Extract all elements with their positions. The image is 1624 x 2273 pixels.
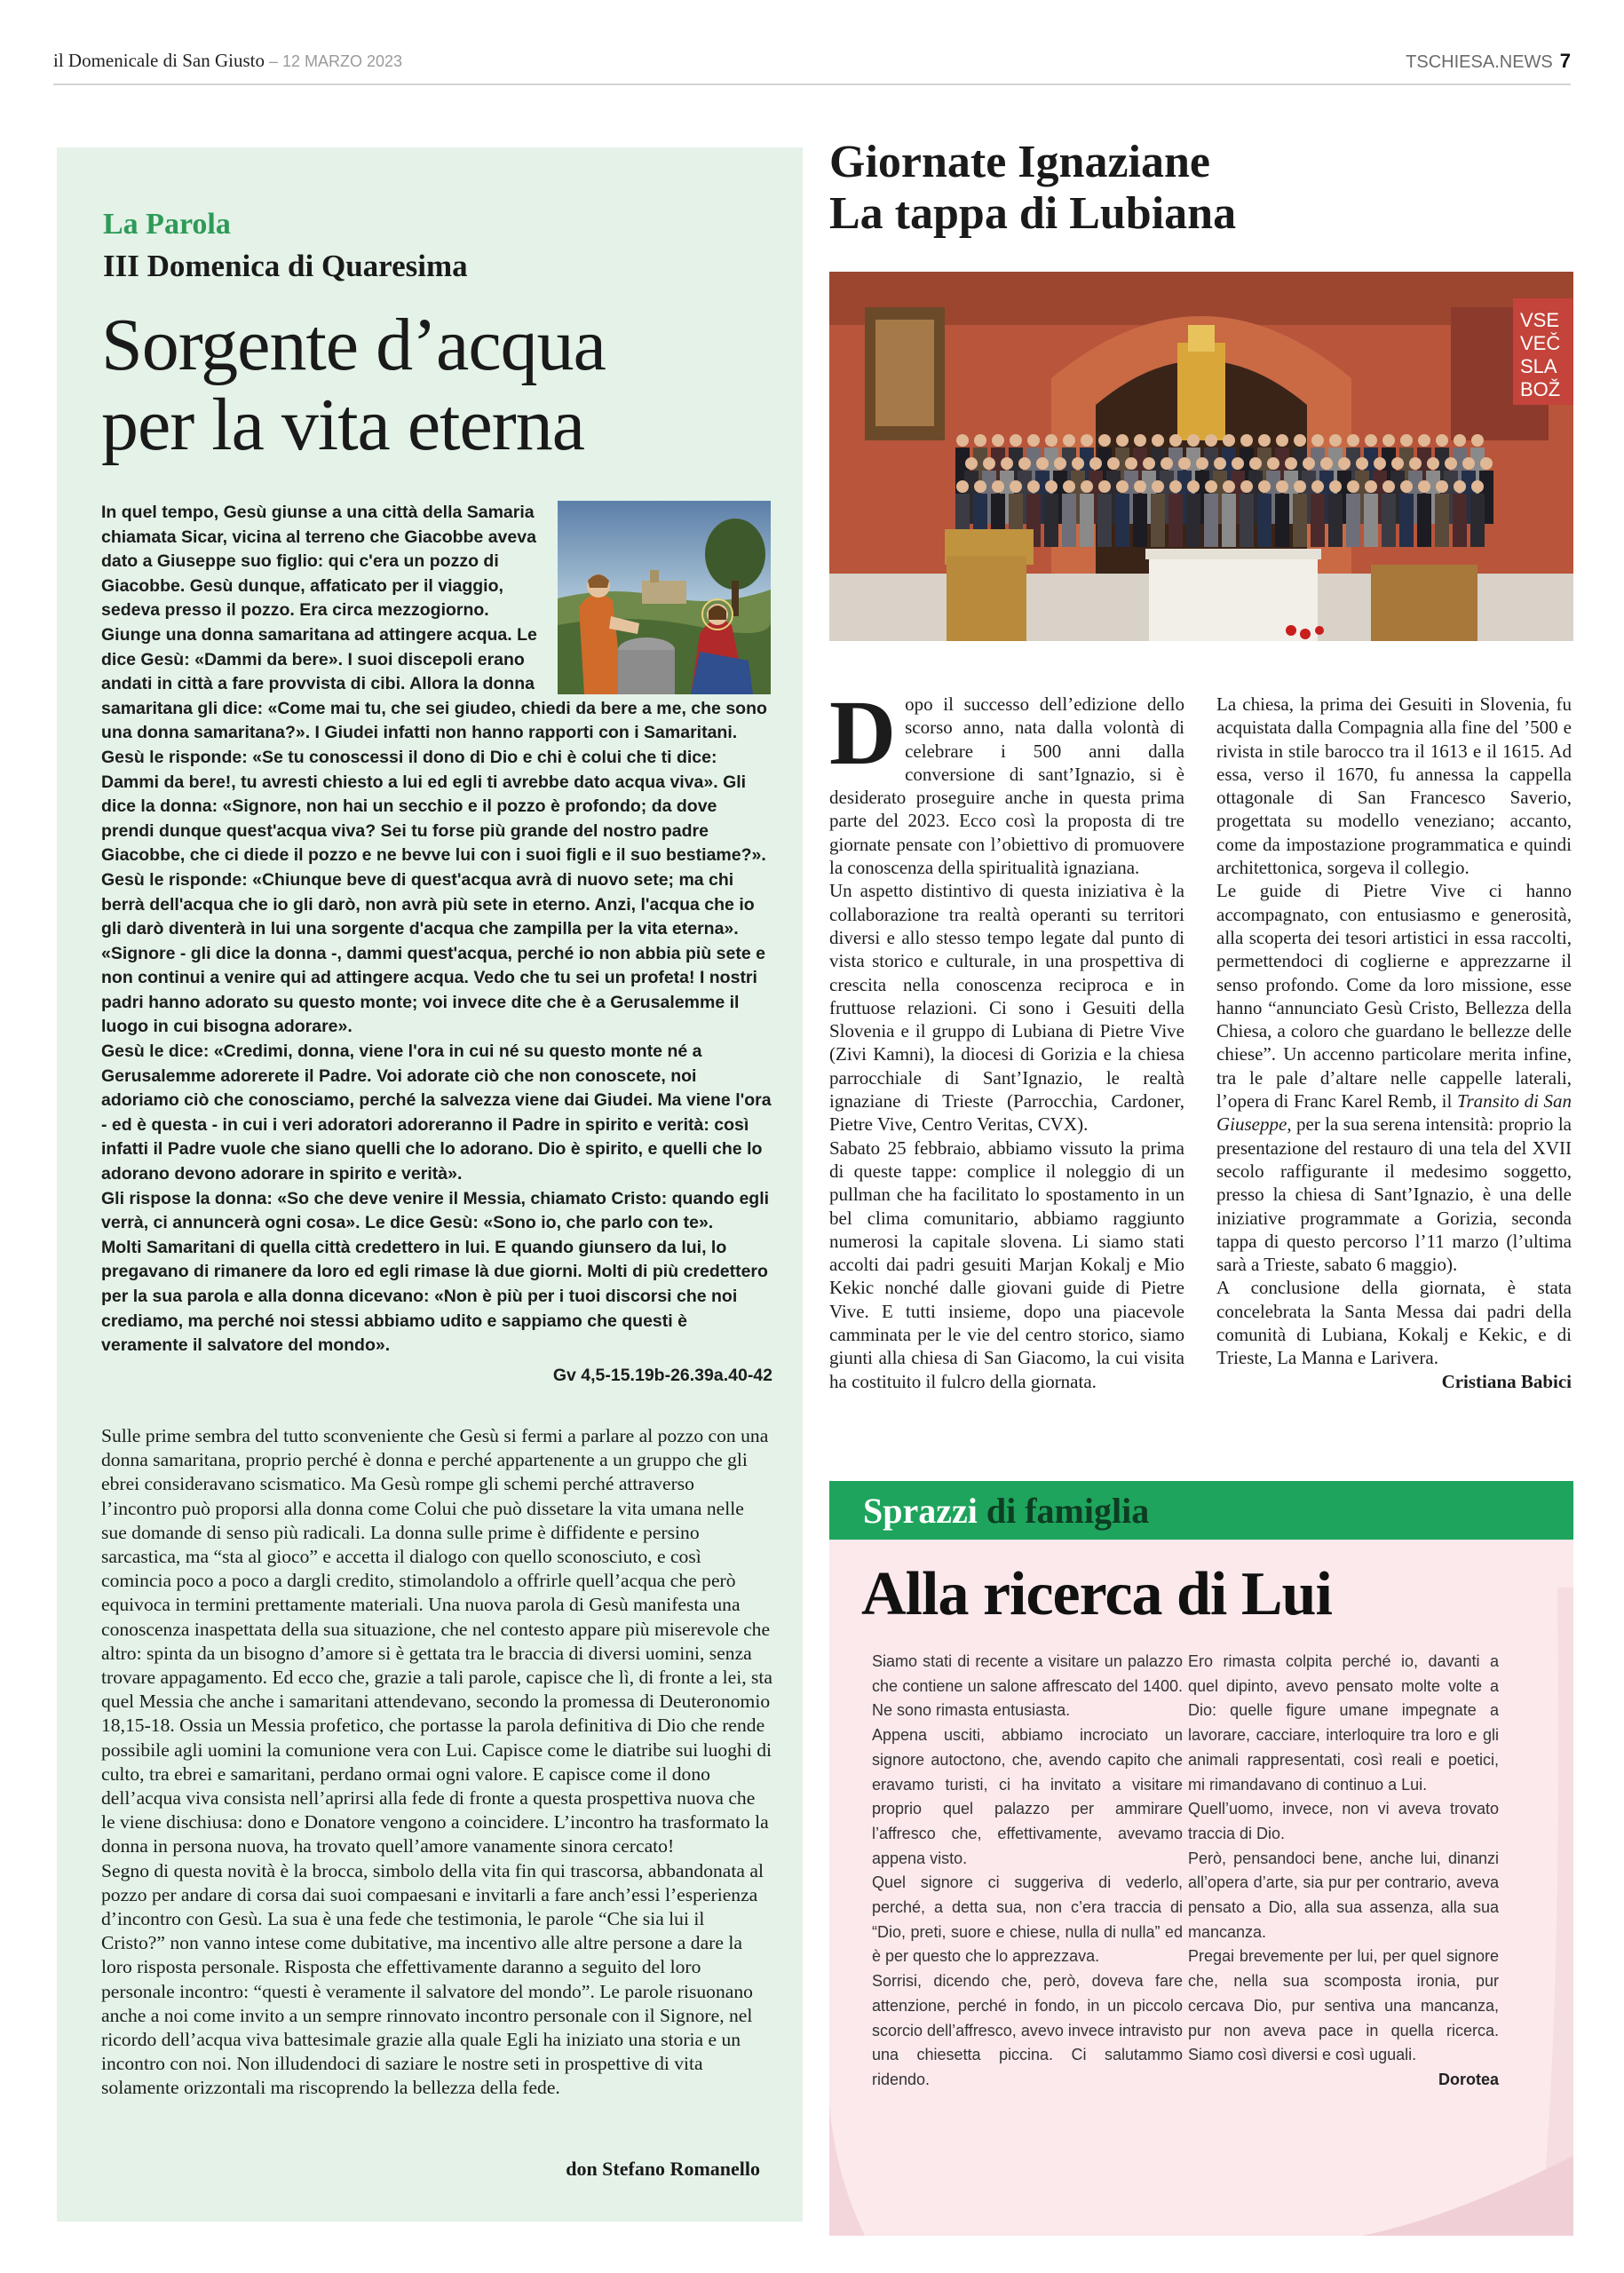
crowd-face — [1107, 457, 1120, 470]
crowd-face — [1382, 434, 1395, 447]
crowd-face — [983, 457, 995, 470]
famiglia-column-2 — [1188, 1650, 1499, 2093]
crowd-face — [1356, 457, 1368, 470]
gospel-paragraph: «Signore - gli dice la donna -, dammi quest'acqua, perché io non abbia più sete e non continui a venire qui ad attingere acqua. Vedo che tu sei un profeta! I nostri padri hanno adorato su questo monte; voi invece dite che è a Gerusalemme il luogo in cui bisogna adorare». — [101, 943, 765, 1037]
section-kicker — [863, 1490, 1149, 1532]
article-paragraph: Quel signore ci suggeriva di vederlo, perché, a detta sua, non c’era traccia di “Dio, preti, suore e chiese, nulla di nulla” ed è per questo che lo apprezzava. — [872, 1873, 1183, 1966]
crowd-face — [1205, 434, 1217, 447]
crowd-face — [1382, 480, 1395, 493]
headline-line-2: La tappa di Lubiana — [829, 188, 1237, 239]
crowd-face — [1436, 480, 1448, 493]
crowd-person — [1044, 494, 1058, 547]
crowd-face — [1063, 434, 1075, 447]
commentary-text — [101, 1424, 772, 2101]
banner-text: VEČ — [1520, 332, 1561, 354]
kicker-light: Sprazzi — [863, 1491, 978, 1531]
article-paragraph: La chiesa, la prima dei Gesuiti in Slovenia, fu acquistata dalla Compagnia alla fine del ’500 e rivista in stile barocco tra il 1613 e il 1615. Ad essa, verso il 1670, fu annessa la cappella ottagonale di San Francesco Saverio, progettata su modello veneziano; accanto, come da impostazione programmatica e quindi architettonica, sorgeva il collegio. — [1216, 693, 1572, 879]
crowd-person — [1186, 494, 1200, 547]
crowd-face — [1223, 434, 1235, 447]
gospel-paragraph: In quel tempo, Gesù giunse a una città della Samaria chiamata Sicar, vicina al terreno che Giacobbe aveva dato a Giuseppe suo figlio: qui c'era un pozzo di Giacobbe. Gesù dunque, affaticato per il viaggio, sedeva presso il pozzo. Era circa mezzogiorno. Giunge una donna samaritana ad attingere acqua. Le dice Gesù: «Dammi da bere». I suoi discepoli erano andati in città a fare provvista di cibi. Allora la donna samaritana gli dice: «Come mai tu, che sei giudeo, chiedi da bere a me, che sono una donna samaritana?». I Giudei infatti non hanno rapporti con i Samaritani. Gesù le risponde: «Se tu conoscessi il dono di Dio e chi è colui che ti dice: Dammi da bere!, tu avresti chiesto a lui ed egli ti avrebbe dato acqua viva». Gli dice la donna: «Signore, non hai un secchio e il pozzo è profondo; da dove prendi dunque quest'acqua viva? Sei tu forse più grande del nostro padre Giacobbe, che ci diede il pozzo e ne bevve lui con i suoi figli e il suo bestiame?». — [101, 503, 767, 866]
banner-text: SLA — [1520, 355, 1557, 377]
crowd-person — [1346, 494, 1360, 547]
crowd-face — [1205, 480, 1217, 493]
crowd-face — [1116, 434, 1129, 447]
crowd-face — [1187, 480, 1200, 493]
crowd-face — [1311, 480, 1324, 493]
article-paragraph: A conclusione della giornata, è stata concelebrata la Santa Messa dai padri della comunità di Lubiana, Kokalj e Kekic, e di Trieste, La Manna e Larivera. — [1216, 1277, 1572, 1369]
headline-line-1: Giornate Ignaziane — [829, 137, 1210, 187]
crowd-face — [1374, 457, 1386, 470]
crowd-person — [1240, 494, 1254, 547]
article-paragraph: Però, pensandoci bene, anche lui, dinanzi all’opera d’arte, sia pur per contrario, aveva pensato a Dio, alla sua assenza, alla sua mancanza. — [1188, 1849, 1499, 1941]
crowd-person — [1168, 494, 1183, 547]
crowd-person — [1328, 494, 1343, 547]
ignaziane-headline — [829, 137, 1575, 240]
crowd-face — [1001, 457, 1013, 470]
crowd-face — [1161, 457, 1173, 470]
paragraph-text: , per la sua serena intensità: proprio la presentazione del restauro di una tela del XVII secolo raffigurante il medesimo soggetto, presso la chiesa di Sant’Ignazio, è una delle iniziative programmate a Gorizia, seconda tappa di questo percorso l’11 marzo (l’ultima sarà a Trieste, sabato 6 maggio). — [1216, 1113, 1572, 1276]
crowd-face — [1418, 480, 1430, 493]
crowd-face — [1294, 480, 1306, 493]
crowd-face — [974, 434, 986, 447]
crowd-face — [1400, 480, 1413, 493]
famiglia-column-1 — [872, 1650, 1183, 2093]
crowd-face — [1445, 457, 1457, 470]
article-paragraph: Appena usciti, abbiamo incrociato un signore autoctono, che, avendo capito che eravamo turisti, ci ha invitato a visitare proprio quel palazzo per ammirare l’affresco che, effettivamente, avevamo appena visto. — [872, 1726, 1183, 1867]
crowd-face — [1365, 434, 1377, 447]
crowd-face — [1258, 434, 1271, 447]
crowd-face — [992, 434, 1004, 447]
gospel-paragraph: Gesù le dice: «Credimi, donna, viene l'ora in cui né su questo monte né a Gerusalemme adorerete il Padre. Voi adorate ciò che non conoscete, noi adoriamo ciò che conosciamo, perché la salvezza viene dai Giudei. Ma viene l'ora - ed è questa - in cui i veri adoratori adoreranno il Padre in spirito e verità: così infatti il Padre vuole che siano quelli che lo adorano. Dio è spirito, e quelli che lo adorano devono adorare in spirito e verità». — [101, 1041, 772, 1184]
crowd-face — [1285, 457, 1297, 470]
crowd-face — [1125, 457, 1137, 470]
crowd-person — [1222, 494, 1236, 547]
crowd-face — [1169, 434, 1182, 447]
crowd-face — [1267, 457, 1279, 470]
crowd-face — [1045, 480, 1058, 493]
crowd-person — [1257, 494, 1271, 547]
crowd-face — [1116, 480, 1129, 493]
crowd-face — [1347, 434, 1359, 447]
crowd-face — [1134, 480, 1146, 493]
gospel-reference: Gv 4,5-15.19b-26.39a.40-42 — [552, 1365, 772, 1385]
gospel-text — [101, 501, 772, 1388]
article-paragraph: Ero rimasta colpita perché io, davanti a quel dipinto, avevo pensato molte volte a Dio: quelle figure umane impegnate a lavorare, cacciare, interloquire tra loro e gli animali rappresentati, così reali e poetici, mi rimandavano di continuo a Lui. — [1188, 1652, 1499, 1794]
crowd-face — [1329, 434, 1342, 447]
crowd-face — [1223, 480, 1235, 493]
article-paragraph: Un aspetto distintivo di questa iniziativa è la collaborazione tra realtà operanti su territori diversi e allo stesso tempo legate dal punto di vista storico e culturale, in una prospettiva di crescita nella conoscenza reciproca e in fruttuose relazioni. Ci sono i Gesuiti della Slovenia e il gruppo di Lubiana di Pietre Vive (Zivi Kamni), la diocesi di Gorizia e la chiesa parrocchiale di Sant’Ignazio, le realtà ignaziane di Trieste (Parrocchia, Cardoner, Pietre Vive, Centro Veritas, CVX). — [829, 880, 1184, 1136]
ignaziane-column-1 — [829, 682, 1184, 1393]
crowd-face — [1169, 480, 1182, 493]
author-signature: don Stefano Romanello — [566, 2158, 760, 2180]
crowd-face — [1427, 457, 1439, 470]
crowd-face — [1258, 480, 1271, 493]
article-paragraph: Sorrisi, dicendo che, però, doveva fare attenzione, perché in fondo, in un piccolo scorcio dell’affresco, avevo invece intravisto una chiesetta piccina. Ci salutammo ridendo. — [872, 1972, 1183, 2088]
issue-date: – 12 MARZO 2023 — [264, 52, 403, 70]
paragraph-text: opo il successo dell’edizione dello scorso anno, nata dalla volontà di celebrare i 500 anni dalla conversione di sant’Ignazio, si è desiderato proseguire anche in questa prima parte del 2023. Ecco così la proposta di tre giornate pensate con l’obiettivo di promuovere la conoscenza della spiritualità ignaziana. — [829, 693, 1184, 879]
crowd-face — [1240, 434, 1253, 447]
crowd-face — [1063, 480, 1075, 493]
crowd-person — [1399, 494, 1414, 547]
article-paragraph: Sabato 25 febbraio, abbiamo vissuto la prima di queste tappe: complice il noleggio di un pullman che ha facilitato lo spostamento in un bel clima comunitario, abbiamo raggiunto numerosi la capitale slovena. Li siamo stati accolti dai padri gesuiti Marjan Kokalj e Mio Kekic nonché dalle giovani guide di Pietre Vive. E tutti insieme, dopo una piacevole camminata per le vie del centro storico, siamo giunti alla chiesa di San Giacomo, la cui visita ha costituito il fulcro della giornata. — [829, 1136, 1184, 1392]
crowd-face — [1098, 480, 1111, 493]
running-header — [53, 46, 1571, 85]
image-wrap-spacer — [540, 501, 772, 696]
crowd-face — [1152, 480, 1164, 493]
crowd-face — [956, 480, 969, 493]
article-paragraph: Quell’uomo, invece, non vi aveva trovato traccia di Dio. — [1188, 1800, 1499, 1842]
section-kicker: La Parola — [103, 208, 231, 241]
crowd-face — [1098, 434, 1111, 447]
crowd-face — [1409, 457, 1422, 470]
crowd-face — [1027, 434, 1040, 447]
crowd-person — [1470, 494, 1485, 547]
crowd-face — [1196, 457, 1208, 470]
sprazzi-di-famiglia-section — [829, 1481, 1573, 2236]
banner-text: VSE — [1520, 309, 1560, 331]
article-paragraph: Pregai brevemente per lui, per quel signore che, nella sua scomposta ironia, pur cercava Dio, pur sentiva una mancanza, pur non aveva pace in quella ricerca. Siamo così diversi e così uguali. — [1188, 1947, 1499, 2064]
gospel-paragraph: Molti Samaritani di quella città credettero in lui. E quando giunsero da lui, lo pregavano di rimanere da loro ed egli rimase là due giorni. Molti di più credettero per la sua parola e alla donna dicevano: «Non è più per i tuoi discorsi che noi crediamo, ma perché noi stessi abbiamo udito e sappiamo che questi è veramente il salvatore del mondo». — [101, 1237, 768, 1356]
ignaziane-column-2 — [1216, 693, 1572, 1393]
crowd-face — [992, 480, 1004, 493]
crowd-face — [1311, 434, 1324, 447]
crowd-face — [1010, 434, 1022, 447]
famiglia-headline: Alla ricerca di Lui — [861, 1560, 1332, 1628]
crowd-face — [1178, 457, 1191, 470]
crowd-face — [1232, 457, 1244, 470]
crowd-face — [1338, 457, 1351, 470]
crowd-face — [1143, 457, 1155, 470]
publication-line — [53, 50, 402, 72]
crowd-face — [1471, 434, 1484, 447]
crowd-face — [956, 434, 969, 447]
crowd-face — [1010, 480, 1022, 493]
crowd-face — [1187, 434, 1200, 447]
crowd-person — [1204, 494, 1218, 547]
article-paragraph — [1216, 879, 1572, 1276]
crowd-face — [1214, 457, 1226, 470]
crowd-face — [1081, 434, 1093, 447]
kicker-band — [829, 1481, 1573, 1540]
crowd-face — [1036, 457, 1049, 470]
crowd-face — [1391, 457, 1404, 470]
publication-name: il Domenicale di San Giusto — [53, 50, 265, 71]
crowd-person — [1382, 494, 1396, 547]
crowd-face — [1418, 434, 1430, 447]
section-subkicker: III Domenica di Quaresima — [103, 249, 468, 283]
crowd-face — [1303, 457, 1315, 470]
site-link[interactable]: TSCHIESA.NEWS — [1406, 52, 1553, 72]
la-parola-section — [57, 147, 803, 2222]
crowd-person — [1364, 494, 1378, 547]
crowd-person — [1293, 494, 1307, 547]
author-signature: Cristiana Babici — [1441, 1370, 1572, 1392]
author-signature: Dorotea — [1438, 2070, 1499, 2088]
page-number: 7 — [1559, 50, 1571, 72]
crowd-person — [1115, 494, 1129, 547]
crowd-person — [1453, 494, 1467, 547]
crowd-face — [1240, 480, 1253, 493]
banner-text: BOŽ — [1520, 378, 1561, 400]
article-paragraph — [829, 682, 1184, 879]
crowd-person — [1062, 494, 1076, 547]
article-paragraph: Siamo stati di recente a visitare un palazzo che contiene un salone affrescato del 1400. Ne sono rimasta entusiasta. — [872, 1652, 1183, 1720]
crowd-face — [1294, 434, 1306, 447]
crowd-face — [1480, 457, 1493, 470]
commentary-paragraph: Segno di questa novità è la brocca, simbolo della vita fin qui trascorsa, abbandonata al pozzo per andare di corsa dai suoi compaesani e invitarli a fare anch’essi l’esperienza d’incontro con Gesù. La sua è una fede che testimonia, le parole “Che sia lui il Cristo?” non vanno intese come dubitative, ma incentivo alle altre persone a dare la loro risposta personale. Risposta che effettivamente daranno a seguito del loro personale incontro: “questi è veramente il salvatore del mondo”. Le parole risuonano anche a noi come invito a un sempre rinnovato incontro personale con il Signore, nel ricordo dell’acqua viva battesimale grazie alla quale Egli ha iniziato una storia e un incontro con noi. Non illudendoci di saziare le nostre seti in prospettive di vita solamente orizzontali ma riscoprendo la bellezza della fede. — [101, 1859, 764, 2099]
crowd-face — [1365, 480, 1377, 493]
crowd-face — [1454, 434, 1466, 447]
crowd-person — [1275, 494, 1289, 547]
crowd-face — [1018, 457, 1031, 470]
crowd-face — [1249, 457, 1262, 470]
group-photo-church — [829, 272, 1573, 641]
crowd-face — [1152, 434, 1164, 447]
crowd-person — [1097, 494, 1112, 547]
crowd-face — [1134, 434, 1146, 447]
crowd-person — [1417, 494, 1431, 547]
site-and-page — [1406, 50, 1571, 73]
commentary-paragraph: Sulle prime sembra del tutto sconveniente che Gesù si fermi a parlare al pozzo con una donna samaritana, proprio perché è donna e perché appartenente a un gruppo che gli ebrei consideravano scismatico. Ma Gesù rompe gli schemi perché attraverso l’incontro può proporsi alla donna come Colui che può dissetare la vita umana nelle sue domande di senso più radicali. La donna sulle prime è diffidente e persino sarcastica, ma “sta al gioco” e accetta il dialogo con quello sconosciuto, e così comincia poco a poco a dargli credito, stimolandolo a offrirle quell’acqua che però equivoca in termini prettamente materiali. Una nuova parola di Gesù manifesta una conoscenza inaspettata della sua situazione, che nel contesto appare più miserevole che altro: spinta da un bisogno d’amore si è gettata tra le braccia di diversi uomini, senza trovare appagamento. Ed ecco che, grazie a tali parole, capisce che lì, di fronte a lei, sta quel Messia che anche i samaritani attendevano, secondo la promessa di Deuteronomio 18,15-18. Ossia un Messia profetico, che portasse la parola definitiva di Dio che rende possibile agli uomini la comunione vera con Lui. Capisce come le diatribe sui luoghi di culto, tra ebrei e samaritani, perdano ormai ogni valore. E capisce come il dono dell’acqua viva consista nell’aprirsi alla fede di fronte a questa prospettiva nuova che le viene dischiusa: dono e Donatore vengono a coincidere. L’incontro ha trasformato la donna in persona nuova, ha trovato quell’amore vanamente sinora cercato! — [101, 1425, 773, 1857]
crowd-face — [1054, 457, 1066, 470]
crowd-person — [1311, 494, 1325, 547]
crowd-face — [965, 457, 978, 470]
article-headline — [101, 305, 776, 465]
gospel-paragraph: Gli rispose la donna: «So che deve venire il Messia, chiamato Cristo: quando egli verrà, ci annuncerà ogni cosa». Le dice Gesù: «Sono io, che parlo con te». — [101, 1188, 770, 1233]
crowd-face — [1400, 434, 1413, 447]
crowd-face — [1027, 480, 1040, 493]
crowd-face — [1454, 480, 1466, 493]
crowd-face — [974, 480, 986, 493]
crowd-face — [1276, 434, 1288, 447]
crowd-person — [1435, 494, 1449, 547]
crowd-face — [1089, 457, 1102, 470]
crowd-face — [1462, 457, 1475, 470]
crowd-face — [1320, 457, 1333, 470]
artwork-title: Transito di San Giuseppe — [1216, 1090, 1573, 1136]
crowd-face — [1072, 457, 1084, 470]
drop-cap: D — [829, 682, 897, 784]
crowd-person — [1080, 494, 1094, 547]
crowd-person — [1151, 494, 1165, 547]
gospel-paragraph: Gesù le risponde: «Chiunque beve di quest'acqua avrà di nuovo sete; ma chi berrà dell'acqua che io gli darò, non avrà più sete in eterno. Anzi, l'acqua che io gli darò diventerà in lui una sorgente d'acqua che zampilla per la vita eterna». — [101, 869, 755, 939]
kicker-dark: di famiglia — [977, 1491, 1150, 1531]
crowd-face — [1045, 434, 1058, 447]
headline-line-2: per la vita eterna — [101, 384, 584, 466]
crowd-face — [1471, 480, 1484, 493]
crowd-face — [1329, 480, 1342, 493]
headline-line-1: Sorgente d’acqua — [101, 304, 606, 386]
crowd-face — [1436, 434, 1448, 447]
paragraph-text: Le guide di Pietre Vive ci hanno accompagnato, con entusiasmo e generosità, alla scoperta dei tesori artistici in essa raccolti, permettendoci di coglierne e apprezzarne il senso profondo. Come da loro missione, esse hanno “annunciato Gesù Cristo, Bellezza della Chiesa, a coloro che guardano le bellezze delle chiese”. Un accenno particolare merita infine, tra le pale d’altare nelle cappelle laterali, l’opera di Franc Karel Remb, il — [1216, 880, 1572, 1113]
crowd-face — [1347, 480, 1359, 493]
crowd-person — [1133, 494, 1147, 547]
crowd-face — [1081, 480, 1093, 493]
crowd-face — [1276, 480, 1288, 493]
